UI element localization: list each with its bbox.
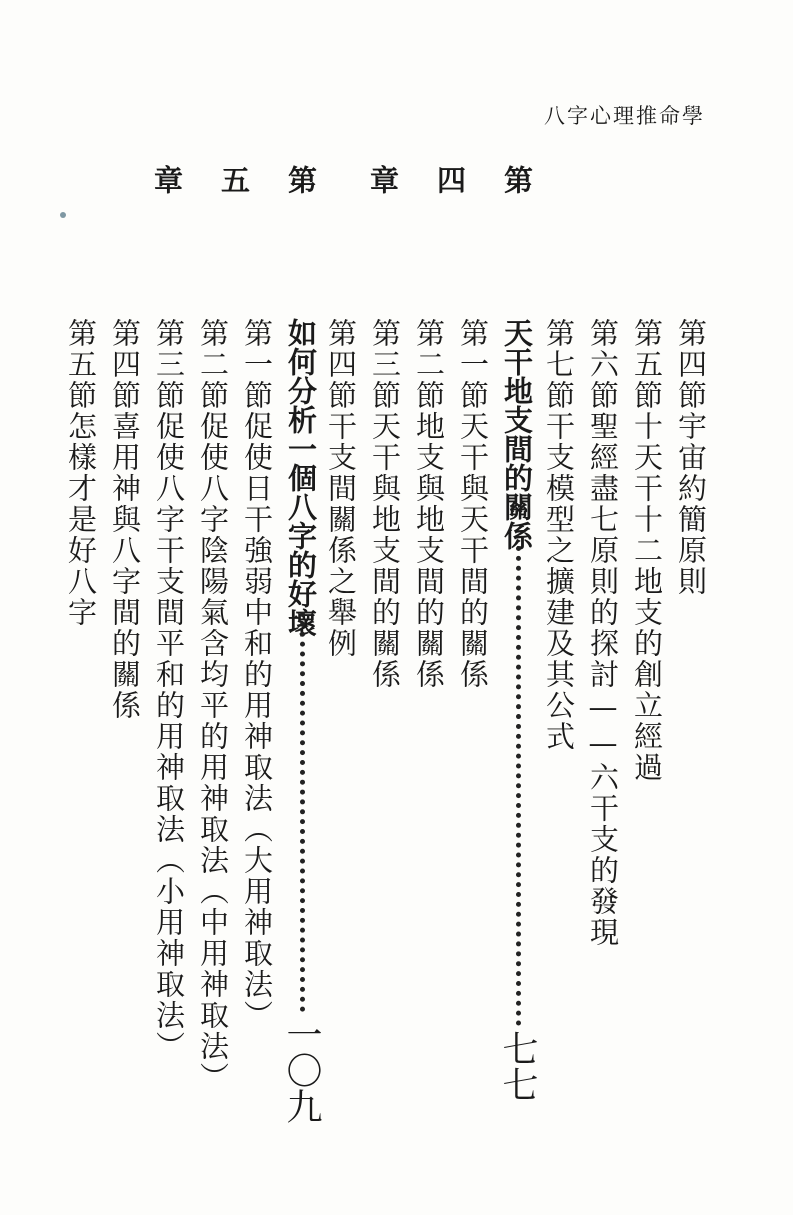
section-title: 地支與地支間的關係 (412, 411, 446, 690)
section-label: 第七節 (542, 318, 576, 411)
toc-entry (412, 318, 446, 690)
section-label: 第六節 (586, 318, 620, 411)
section-label: 第四節 (324, 318, 358, 411)
toc-entry (108, 318, 142, 721)
toc-entry (240, 318, 274, 1031)
section-label: 第三節 (152, 318, 186, 411)
toc-entry (586, 318, 620, 948)
section-title: 天干與地支間的關係 (368, 411, 402, 690)
section-label: 第一節 (456, 318, 490, 411)
chapter-char: 章 (150, 165, 184, 194)
chapter-5-page-number: 一〇九 (281, 1016, 322, 1124)
toc-entry (674, 318, 708, 597)
toc-entry (64, 318, 98, 628)
leader-dots (516, 546, 521, 1026)
chapter-5-label (114, 165, 318, 194)
toc-entry (196, 318, 230, 1093)
toc-entry (542, 318, 576, 752)
section-title: 促使日干強弱中和的用神取法（大用神取法） (240, 411, 274, 1031)
leader-dots (300, 612, 305, 1012)
section-label: 第四節 (108, 318, 142, 411)
section-title: 聖經盡七原則的探討——六干支的發現 (586, 411, 620, 948)
ink-speck (60, 212, 66, 218)
chapter-4-page-number: 七七 (497, 1030, 538, 1102)
toc-entry (324, 318, 358, 659)
running-head: 八字心理推命學 (544, 104, 705, 128)
section-title: 天干與天干間的關係 (456, 411, 490, 690)
chapter-char: 第 (500, 165, 534, 194)
section-label: 第四節 (674, 318, 708, 411)
section-title: 干支模型之擴建及其公式 (542, 411, 576, 752)
chapter-char: 五 (217, 165, 251, 194)
section-title: 促使八字陰陽氣含均平的用神取法（中用神取法） (196, 411, 230, 1093)
chapter-char: 第 (284, 165, 318, 194)
toc-entry (630, 318, 664, 783)
chapter-5-title: 如何分析一個八字的好壞 (284, 318, 318, 637)
section-title: 十天干十二地支的創立經過 (630, 411, 664, 783)
section-title: 怎樣才是好八字 (64, 411, 98, 628)
section-title: 干支間關係之舉例 (324, 411, 358, 659)
section-label: 第五節 (630, 318, 664, 411)
chapter-4-title: 天干地支間的關係 (500, 318, 534, 550)
section-title: 宇宙約簡原則 (674, 411, 708, 597)
section-label: 第五節 (64, 318, 98, 411)
section-label: 第一節 (240, 318, 274, 411)
chapter-4-label (330, 165, 534, 194)
section-title: 促使八字干支間平和的用神取法（小用神取法） (152, 411, 186, 1062)
toc-entry (456, 318, 490, 690)
toc-entry (368, 318, 402, 690)
chapter-char: 章 (366, 165, 400, 194)
toc-entry (152, 318, 186, 1062)
section-label: 第二節 (196, 318, 230, 411)
section-label: 第三節 (368, 318, 402, 411)
section-label: 第二節 (412, 318, 446, 411)
section-title: 喜用神與八字間的關係 (108, 411, 142, 721)
chapter-char: 四 (433, 165, 467, 194)
